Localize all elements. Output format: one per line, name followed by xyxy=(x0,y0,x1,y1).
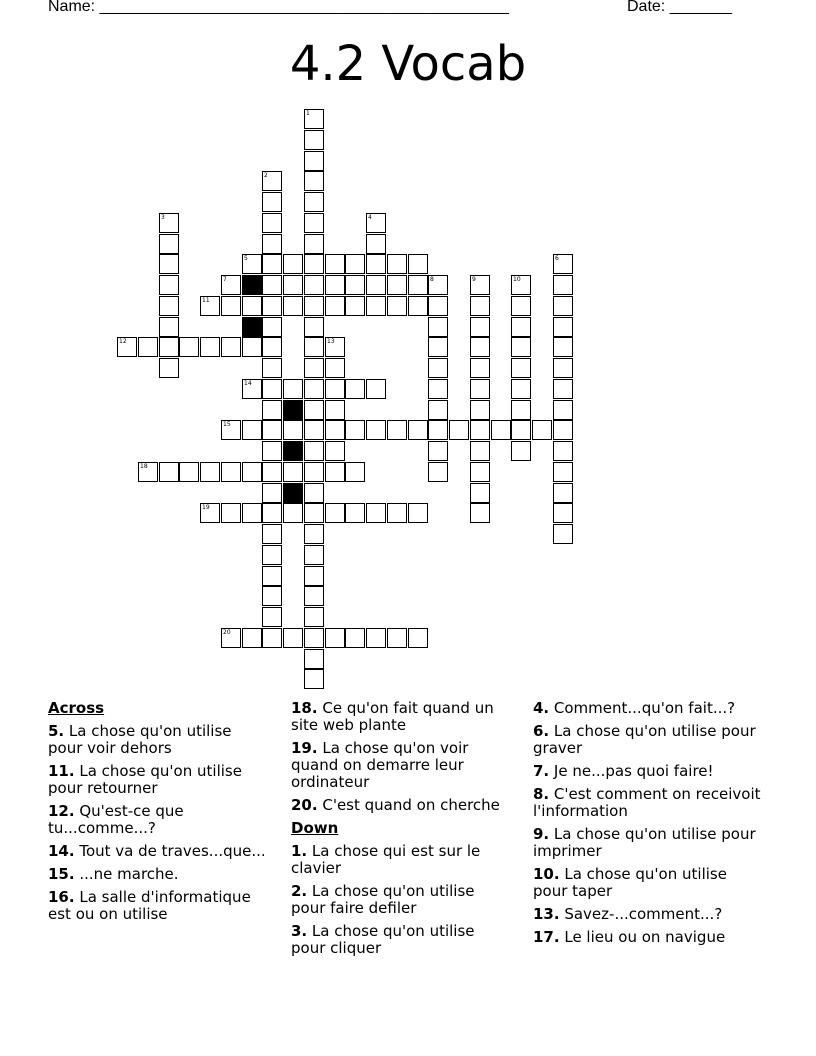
clue-number: 8 xyxy=(430,276,434,283)
crossword-cell[interactable] xyxy=(325,400,345,420)
crossword-cell[interactable] xyxy=(470,337,490,357)
crossword-cell[interactable] xyxy=(553,462,573,482)
crossword-cell[interactable] xyxy=(304,317,324,337)
page-title: 4.2 Vocab xyxy=(289,36,527,92)
crossword-cell[interactable] xyxy=(345,462,365,482)
date-field-label: Date: _______ xyxy=(627,0,732,15)
crossword-cell[interactable] xyxy=(325,441,345,461)
crossword-cell[interactable] xyxy=(304,669,324,689)
crossword-cell[interactable] xyxy=(304,420,324,440)
crossword-cell[interactable] xyxy=(532,420,552,440)
crossword-cell[interactable] xyxy=(262,545,282,565)
clue-number: 1 xyxy=(306,110,310,117)
crossword-block xyxy=(283,441,303,461)
clue-number: 5 xyxy=(244,255,248,262)
crossword-cell[interactable] xyxy=(304,379,324,399)
crossword-cell[interactable] xyxy=(304,462,324,482)
crossword-block xyxy=(283,400,303,420)
clue-across-20: 20. C'est quand on cherche xyxy=(291,796,500,814)
crossword-cell[interactable] xyxy=(428,420,448,440)
crossword-cell[interactable] xyxy=(366,296,386,316)
crossword-cell[interactable] xyxy=(470,441,490,461)
crossword-cell[interactable] xyxy=(366,254,386,274)
crossword-cell[interactable] xyxy=(553,483,573,503)
crossword-cell[interactable] xyxy=(304,151,324,171)
crossword-cell[interactable] xyxy=(221,296,241,316)
crossword-cell[interactable] xyxy=(366,503,386,523)
crossword-cell[interactable] xyxy=(553,524,573,544)
crossword-cell[interactable] xyxy=(262,358,282,378)
crossword-cell[interactable] xyxy=(553,337,573,357)
clue-down-17: 17. Le lieu ou on navigue xyxy=(533,928,726,946)
crossword-cell[interactable] xyxy=(428,296,448,316)
crossword-cell[interactable] xyxy=(366,628,386,648)
crossword-cell[interactable] xyxy=(242,503,262,523)
clue-number: 19 xyxy=(202,504,210,511)
crossword-cell[interactable] xyxy=(511,296,531,316)
crossword-cell[interactable] xyxy=(345,503,365,523)
clue-number: 6 xyxy=(555,255,559,262)
crossword-cell[interactable] xyxy=(325,337,345,357)
crossword-cell[interactable] xyxy=(242,296,262,316)
clue-number: 14 xyxy=(244,380,252,387)
crossword-cell[interactable] xyxy=(325,358,345,378)
crossword-cell[interactable] xyxy=(428,462,448,482)
clue-number: 18 xyxy=(140,463,148,470)
crossword-cell[interactable] xyxy=(366,234,386,254)
clue-across-18: 18. Ce qu'on fait quand un site web plante xyxy=(291,699,494,734)
clue-number: 3 xyxy=(161,214,165,221)
crossword-cell[interactable] xyxy=(262,566,282,586)
crossword-cell[interactable] xyxy=(262,192,282,212)
crossword-cell[interactable] xyxy=(325,628,345,648)
clue-down-10: 10. La chose qu'on utilise pour taper xyxy=(533,865,727,900)
crossword-cell[interactable] xyxy=(304,296,324,316)
crossword-cell[interactable] xyxy=(408,254,428,274)
crossword-cell[interactable] xyxy=(221,337,241,357)
crossword-cell[interactable] xyxy=(304,254,324,274)
crossword-cell[interactable] xyxy=(179,462,199,482)
crossword-cell[interactable] xyxy=(159,296,179,316)
clue-across-15: 15. ...ne marche. xyxy=(48,865,179,883)
crossword-cell[interactable] xyxy=(304,607,324,627)
crossword-cell[interactable] xyxy=(262,213,282,233)
crossword-cell[interactable] xyxy=(470,420,490,440)
crossword-cell[interactable] xyxy=(553,379,573,399)
crossword-cell[interactable] xyxy=(408,503,428,523)
clues-column-1 xyxy=(48,700,268,929)
crossword-cell[interactable] xyxy=(242,254,262,274)
crossword-cell[interactable] xyxy=(304,545,324,565)
crossword-cell[interactable] xyxy=(304,649,324,669)
crossword-cell[interactable] xyxy=(304,566,324,586)
crossword-cell[interactable] xyxy=(325,503,345,523)
crossword-cell[interactable] xyxy=(283,462,303,482)
crossword-cell[interactable] xyxy=(262,379,282,399)
crossword-cell[interactable] xyxy=(262,234,282,254)
crossword-cell[interactable] xyxy=(325,275,345,295)
crossword-cell[interactable] xyxy=(200,296,220,316)
crossword-cell[interactable] xyxy=(449,420,469,440)
crossword-cell[interactable] xyxy=(304,586,324,606)
crossword-cell[interactable] xyxy=(387,275,407,295)
clue-number: 10 xyxy=(513,276,521,283)
crossword-cell[interactable] xyxy=(345,296,365,316)
crossword-cell[interactable] xyxy=(387,420,407,440)
clue-across-12: 12. Qu'est-ce que tu...comme...? xyxy=(48,802,184,837)
crossword-cell[interactable] xyxy=(345,379,365,399)
crossword-cell[interactable] xyxy=(283,275,303,295)
crossword-cell[interactable] xyxy=(242,628,262,648)
crossword-cell[interactable] xyxy=(366,420,386,440)
crossword-cell[interactable] xyxy=(304,275,324,295)
clue-number: 15 xyxy=(223,421,231,428)
crossword-cell[interactable] xyxy=(304,109,324,129)
crossword-cell[interactable] xyxy=(262,296,282,316)
crossword-cell[interactable] xyxy=(387,628,407,648)
crossword-cell[interactable] xyxy=(262,420,282,440)
crossword-cell[interactable] xyxy=(387,503,407,523)
crossword-cell[interactable] xyxy=(159,337,179,357)
clues-column-2 xyxy=(291,700,509,963)
crossword-cell[interactable] xyxy=(553,254,573,274)
crossword-cell[interactable] xyxy=(262,171,282,191)
crossword-cell[interactable] xyxy=(159,254,179,274)
clue-number: 20 xyxy=(223,629,231,636)
crossword-cell[interactable] xyxy=(511,441,531,461)
crossword-block xyxy=(242,317,262,337)
clues-column-3 xyxy=(533,700,763,952)
crossword-cell[interactable] xyxy=(553,317,573,337)
crossword-cell[interactable] xyxy=(159,317,179,337)
crossword-cell[interactable] xyxy=(408,296,428,316)
crossword-cell[interactable] xyxy=(262,337,282,357)
clue-down-7: 7. Je ne...pas quoi faire! xyxy=(533,762,714,780)
clue-across-5: 5. La chose qu'on utilise pour voir dehors xyxy=(48,722,232,757)
crossword-cell[interactable] xyxy=(325,420,345,440)
crossword-cell[interactable] xyxy=(511,317,531,337)
crossword-cell[interactable] xyxy=(428,317,448,337)
clue-number: 11 xyxy=(202,297,210,304)
crossword-cell[interactable] xyxy=(221,628,241,648)
crossword-cell[interactable] xyxy=(428,400,448,420)
crossword-cell[interactable] xyxy=(304,213,324,233)
crossword-cell[interactable] xyxy=(283,379,303,399)
crossword-cell[interactable] xyxy=(242,420,262,440)
crossword-cell[interactable] xyxy=(511,358,531,378)
crossword-cell[interactable] xyxy=(345,628,365,648)
crossword-cell[interactable] xyxy=(408,275,428,295)
crossword-cell[interactable] xyxy=(262,275,282,295)
crossword-cell[interactable] xyxy=(304,524,324,544)
crossword-cell[interactable] xyxy=(304,337,324,357)
crossword-cell[interactable] xyxy=(553,296,573,316)
crossword-cell[interactable] xyxy=(200,462,220,482)
crossword-cell[interactable] xyxy=(470,317,490,337)
crossword-cell[interactable] xyxy=(470,400,490,420)
clue-down-2: 2. La chose qu'on utilise pour faire defiler xyxy=(291,882,475,917)
crossword-cell[interactable] xyxy=(262,400,282,420)
crossword-cell[interactable] xyxy=(553,441,573,461)
crossword-cell[interactable] xyxy=(553,400,573,420)
clue-number: 2 xyxy=(264,172,268,179)
clue-number: 13 xyxy=(327,338,335,345)
crossword-cell[interactable] xyxy=(304,441,324,461)
crossword-cell[interactable] xyxy=(470,379,490,399)
clue-down-9: 9. La chose qu'on utilise pour imprimer xyxy=(533,825,756,860)
crossword-cell[interactable] xyxy=(428,337,448,357)
crossword-cell[interactable] xyxy=(304,483,324,503)
crossword-cell[interactable] xyxy=(221,503,241,523)
clue-down-1: 1. La chose qui est sur le clavier xyxy=(291,842,481,877)
crossword-cell[interactable] xyxy=(138,337,158,357)
crossword-cell[interactable] xyxy=(159,234,179,254)
crossword-cell[interactable] xyxy=(200,337,220,357)
crossword-cell[interactable] xyxy=(283,503,303,523)
clue-number: 9 xyxy=(472,276,476,283)
crossword-cell[interactable] xyxy=(138,462,158,482)
crossword-cell[interactable] xyxy=(345,275,365,295)
clue-down-8: 8. C'est comment on receivoit l'information xyxy=(533,785,761,820)
crossword-cell[interactable] xyxy=(262,462,282,482)
crossword-cell[interactable] xyxy=(262,483,282,503)
crossword-cell[interactable] xyxy=(242,337,262,357)
crossword-cell[interactable] xyxy=(366,213,386,233)
across-heading: Across xyxy=(48,699,105,717)
crossword-cell[interactable] xyxy=(325,296,345,316)
name-field-label: Name: ______________________________________________ xyxy=(48,0,509,15)
crossword-cell[interactable] xyxy=(221,420,241,440)
crossword-cell[interactable] xyxy=(262,524,282,544)
crossword-cell[interactable] xyxy=(179,337,199,357)
crossword-cell[interactable] xyxy=(117,337,137,357)
crossword-cell[interactable] xyxy=(283,628,303,648)
clue-number: 7 xyxy=(223,276,227,283)
crossword-cell[interactable] xyxy=(262,503,282,523)
crossword-cell[interactable] xyxy=(200,503,220,523)
crossword-cell[interactable] xyxy=(470,483,490,503)
clue-across-11: 11. La chose qu'on utilise pour retourner xyxy=(48,762,242,797)
crossword-cell[interactable] xyxy=(470,503,490,523)
crossword-cell[interactable] xyxy=(408,420,428,440)
crossword-cell[interactable] xyxy=(304,503,324,523)
clue-across-19: 19. La chose qu'on voir quand on demarre leur ordinateur xyxy=(291,739,469,791)
crossword-cell[interactable] xyxy=(262,441,282,461)
crossword-cell[interactable] xyxy=(262,254,282,274)
crossword-cell[interactable] xyxy=(428,358,448,378)
crossword-cell[interactable] xyxy=(511,275,531,295)
crossword-cell[interactable] xyxy=(470,462,490,482)
crossword-cell[interactable] xyxy=(221,275,241,295)
clue-across-14: 14. Tout va de traves...que... xyxy=(48,842,266,860)
crossword-cell[interactable] xyxy=(283,420,303,440)
crossword-cell[interactable] xyxy=(304,400,324,420)
crossword-cell[interactable] xyxy=(221,462,241,482)
crossword-cell[interactable] xyxy=(262,586,282,606)
crossword-cell[interactable] xyxy=(345,420,365,440)
crossword-cell[interactable] xyxy=(262,607,282,627)
crossword-cell[interactable] xyxy=(325,379,345,399)
crossword-cell[interactable] xyxy=(325,462,345,482)
crossword-cell[interactable] xyxy=(325,254,345,274)
crossword-cell[interactable] xyxy=(242,379,262,399)
down-heading: Down xyxy=(291,819,339,837)
crossword-cell[interactable] xyxy=(242,462,262,482)
crossword-cell[interactable] xyxy=(304,192,324,212)
crossword-cell[interactable] xyxy=(553,503,573,523)
crossword-cell[interactable] xyxy=(553,275,573,295)
clue-across-16: 16. La salle d'informatique est ou on utilise xyxy=(48,888,251,923)
crossword-cell[interactable] xyxy=(159,462,179,482)
crossword-block xyxy=(283,483,303,503)
crossword-cell[interactable] xyxy=(283,296,303,316)
crossword-cell[interactable] xyxy=(304,628,324,648)
clue-number: 12 xyxy=(119,338,127,345)
crossword-cell[interactable] xyxy=(262,628,282,648)
clue-down-13: 13. Savez-...comment...? xyxy=(533,905,723,923)
crossword-cell[interactable] xyxy=(262,317,282,337)
crossword-cell[interactable] xyxy=(159,358,179,378)
clue-number: 4 xyxy=(368,214,372,221)
crossword-cell[interactable] xyxy=(345,254,365,274)
crossword-cell[interactable] xyxy=(511,420,531,440)
crossword-cell[interactable] xyxy=(408,628,428,648)
crossword-cell[interactable] xyxy=(428,379,448,399)
crossword-cell[interactable] xyxy=(428,275,448,295)
crossword-cell[interactable] xyxy=(553,358,573,378)
crossword-cell[interactable] xyxy=(470,296,490,316)
crossword-cell[interactable] xyxy=(428,441,448,461)
crossword-cell[interactable] xyxy=(366,379,386,399)
crossword-cell[interactable] xyxy=(304,171,324,191)
crossword-cell[interactable] xyxy=(304,130,324,150)
crossword-block xyxy=(242,275,262,295)
clue-down-3: 3. La chose qu'on utilise pour cliquer xyxy=(291,922,475,957)
clue-down-4: 4. Comment...qu'on fait...? xyxy=(533,699,736,717)
crossword-cell[interactable] xyxy=(553,420,573,440)
crossword-cell[interactable] xyxy=(470,275,490,295)
crossword-cell[interactable] xyxy=(304,358,324,378)
crossword-cell[interactable] xyxy=(366,275,386,295)
crossword-cell[interactable] xyxy=(511,400,531,420)
crossword-cell[interactable] xyxy=(159,213,179,233)
crossword-cell[interactable] xyxy=(283,254,303,274)
clue-down-6: 6. La chose qu'on utilise pour graver xyxy=(533,722,756,757)
crossword-cell[interactable] xyxy=(159,275,179,295)
crossword-cell[interactable] xyxy=(387,296,407,316)
crossword-cell[interactable] xyxy=(470,358,490,378)
crossword-cell[interactable] xyxy=(511,337,531,357)
crossword-cell[interactable] xyxy=(304,234,324,254)
crossword-cell[interactable] xyxy=(511,379,531,399)
crossword-cell[interactable] xyxy=(387,254,407,274)
crossword-cell[interactable] xyxy=(491,420,511,440)
